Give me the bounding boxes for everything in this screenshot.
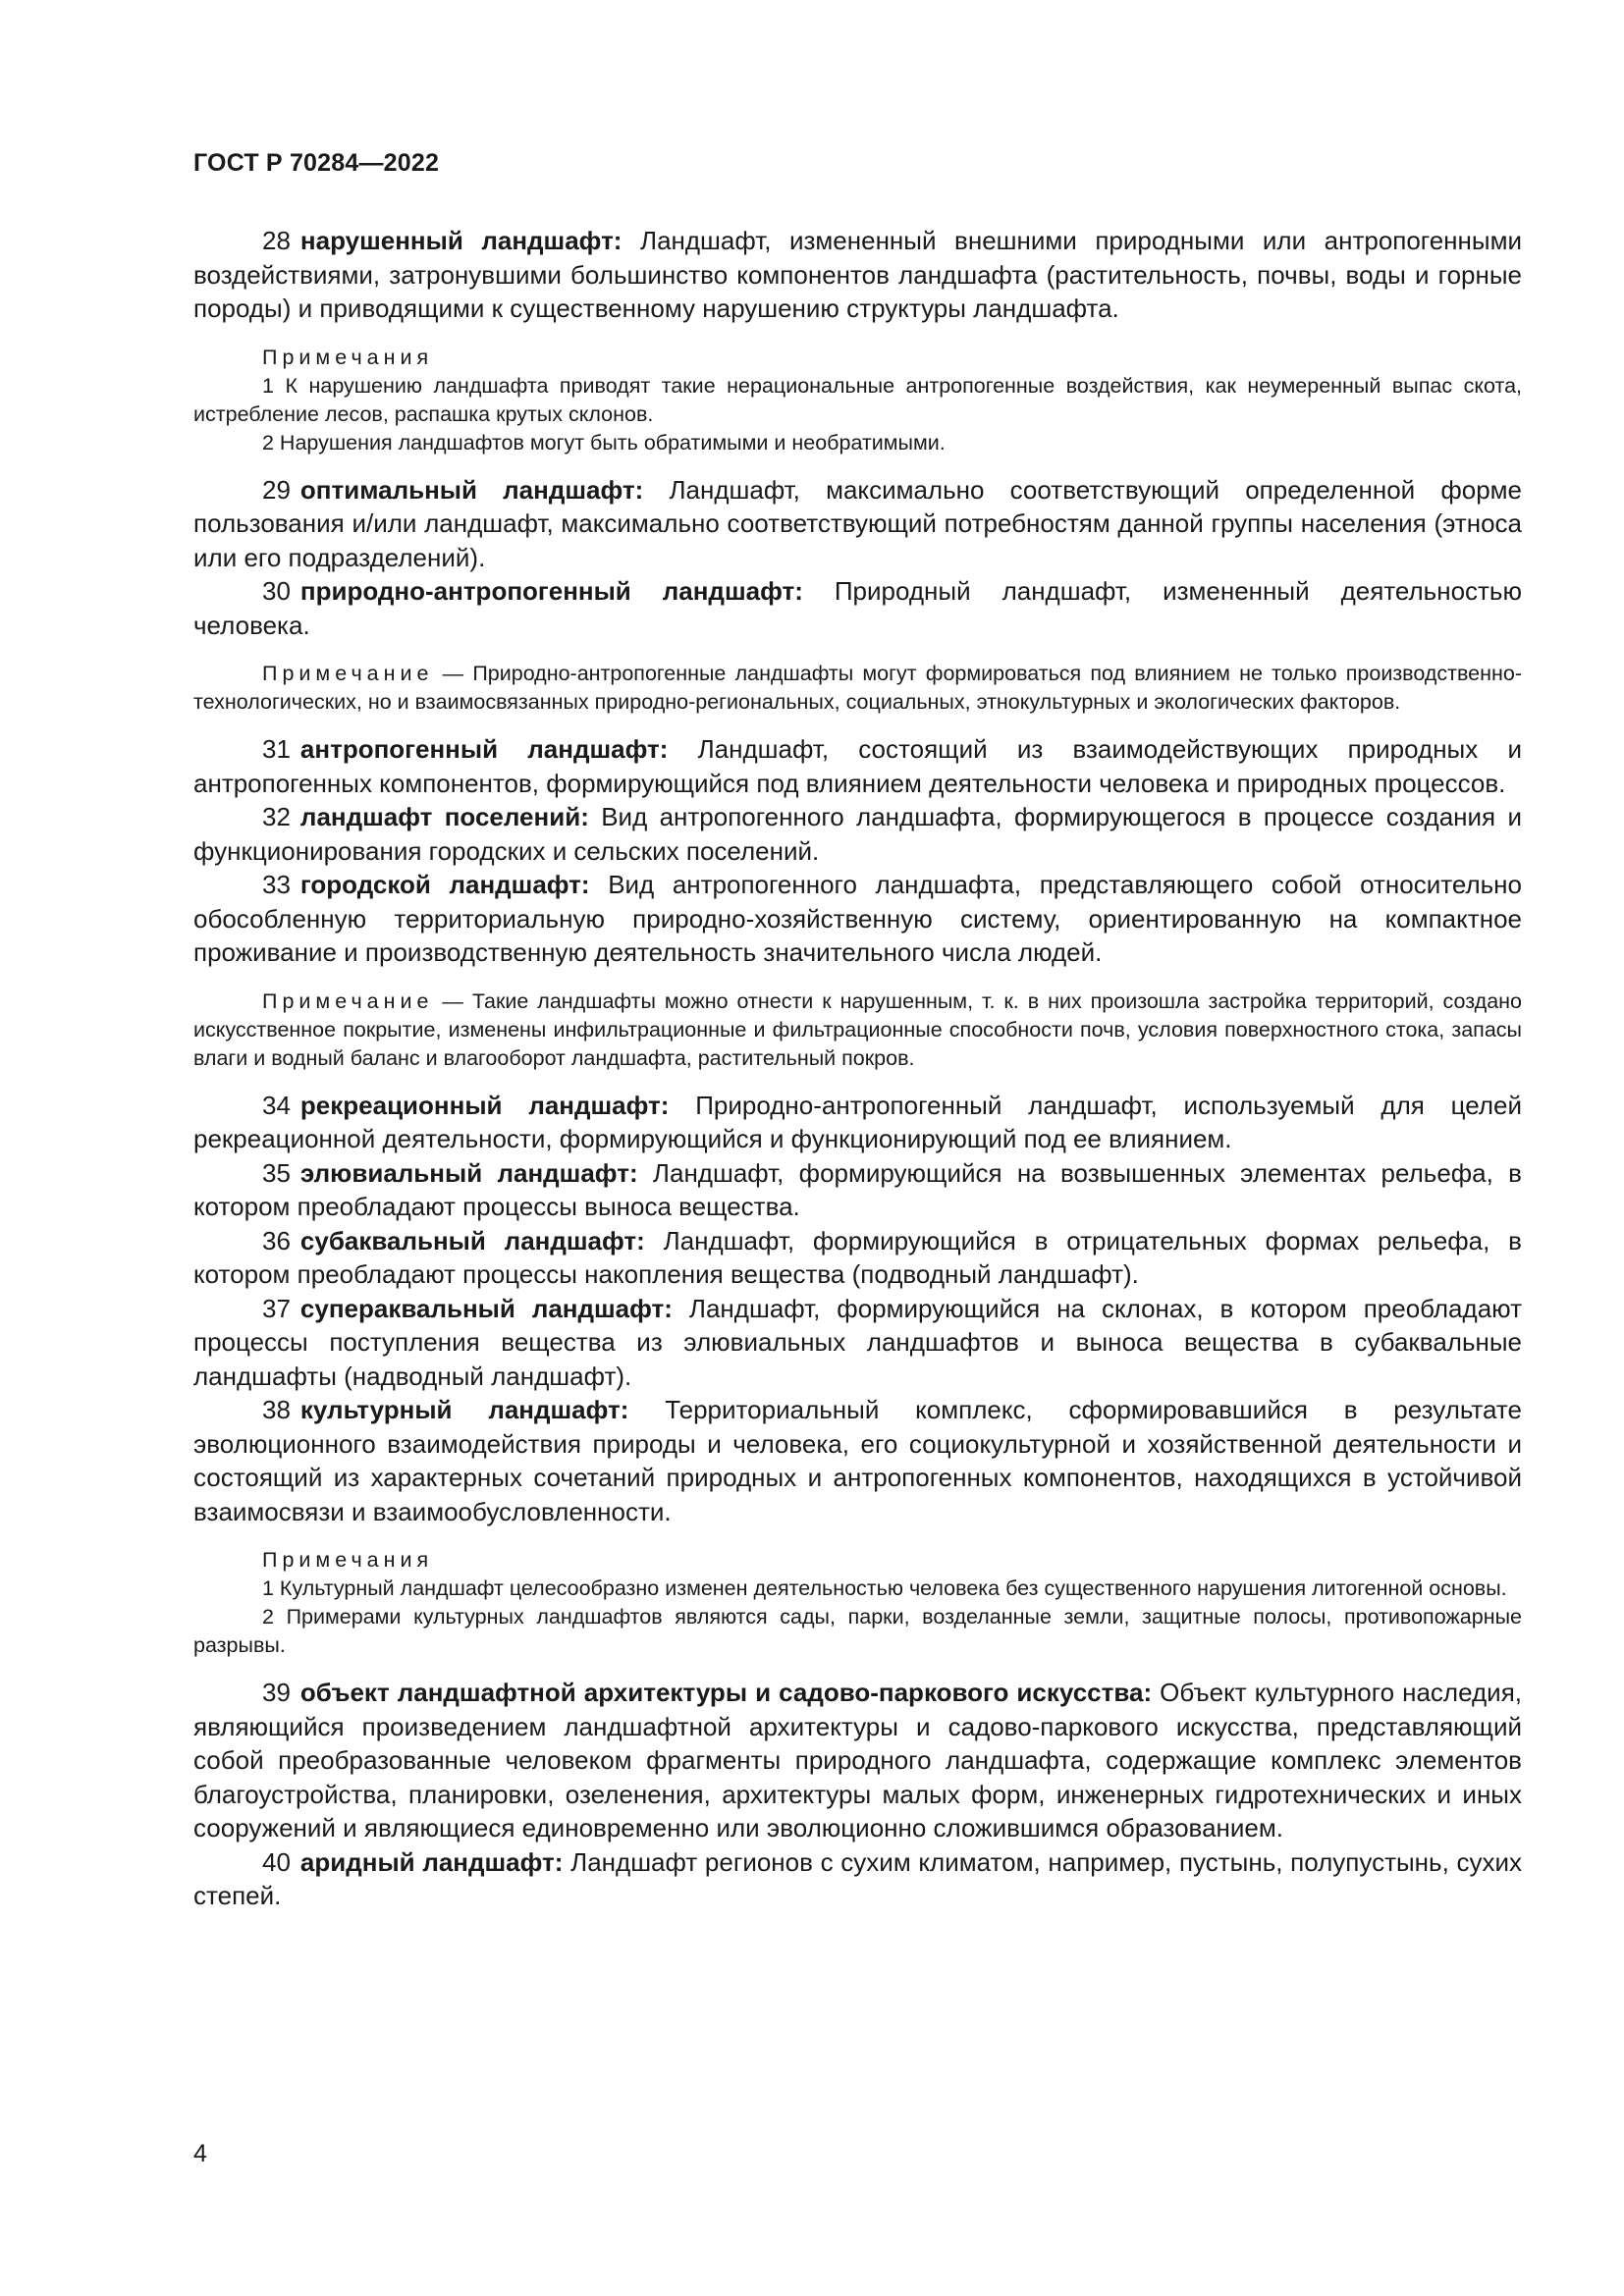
term-entry-38 [193, 1393, 1522, 1528]
term-entry-37 [193, 1292, 1522, 1394]
note-label: Примечание [262, 988, 434, 1013]
term-entry-40 [193, 1845, 1522, 1913]
term-definition: Ландшафт регионов с сухим климатом, например, пустынь, полупустынь, сухих степей. [193, 1846, 1523, 1910]
note-text: — Такие ландшафты можно отнести к нарушенным, т. к. в них произошла застройка территорий, создано искусственное покрытие, изменены инфильтрационные и фильтрационные способности почв, условия поверхностного стока, запасы влаги и водный баланс и влагооборот ландшафта, растительный покров. [193, 988, 1522, 1070]
term-entry-29 [193, 473, 1522, 575]
term-definition: Вид антропогенного ландшафта, формирующегося в процессе создания и функционирования городских и сельских поселений. [193, 802, 1522, 866]
note-item: 2 Нарушения ландшафтов могут быть обратимыми и необратимыми. [262, 430, 946, 454]
term-number: 37 [262, 1293, 291, 1323]
term-definition: Вид антропогенного ландшафта, представляющего собой относительно обособленную территориальную природно-хозяйственную систему, ориентированную на компактное проживание и производственную деятельность значительного числа людей. [193, 870, 1522, 967]
term-entry-32 [193, 800, 1522, 868]
term-entry-39 [193, 1676, 1522, 1845]
note-block [193, 660, 1522, 717]
term-definition: Природно-антропогенный ландшафт, используемый для целей рекреационной деятельности, формирующийся и функционирующий под ее влиянием. [193, 1090, 1522, 1153]
term-number: 33 [262, 870, 291, 899]
note-block [193, 988, 1522, 1073]
term-number: 31 [262, 734, 291, 764]
term-definition: Ландшафт, состоящий из взаимодействующих природных и антропогенных компонентов, формирующийся под влиянием деятельности человека и природных процессов. [193, 734, 1522, 798]
term-definition: Ландшафт, формирующийся на возвышенных элементах рельефа, в котором преобладают процессы выноса вещества. [193, 1157, 1522, 1221]
term-name: оптимальный ландшафт: [299, 474, 644, 505]
term-number: 30 [262, 576, 291, 606]
note-item: 1 К нарушению ландшафта приводят такие нерациональные антропогенные воздействия, как неумеренный выпас скота, истребление лесов, распашка крутых склонов. [193, 373, 1522, 426]
term-definition: Ландшафт, измененный внешними природными или антропогенными воздействиями, затронувшими большинство компонентов ландшафта (растительность, почвы, воды и горные породы) и приводящими к существенному нарушению структуры ландшафта. [193, 226, 1522, 323]
term-name: антропогенный ландшафт: [299, 734, 669, 764]
note-item: 2 Примерами культурных ландшафтов являются сады, парки, возделанные земли, защитные полосы, противопожарные разрывы. [193, 1605, 1522, 1657]
term-entry-28 [193, 224, 1522, 326]
document-header: ГОСТ Р 70284—2022 [193, 149, 440, 177]
note-item: 1 Культурный ландшафт целесообразно изменен деятельностью человека без существенного нарушения литогенной основы. [262, 1576, 1507, 1600]
term-number: 32 [262, 802, 291, 831]
term-name: природно-антропогенный ландшафт: [299, 576, 803, 606]
term-definition: Природный ландшафт, измененный деятельностью человека. [193, 576, 1522, 640]
term-definition: Ландшафт, формирующийся в отрицательных формах рельефа, в котором преобладают процессы накопления вещества (подводный ландшафт). [193, 1225, 1522, 1289]
notes-title: Примечания [262, 1548, 434, 1572]
term-definition: Ландшафт, максимально соответствующий определенной форме пользования и/или ландшафт, максимально соответствующий потребностям данной группы населения (этноса или его подразделений). [193, 474, 1522, 572]
term-number: 35 [262, 1157, 291, 1188]
term-name: супераквальный ландшафт: [299, 1293, 673, 1323]
term-entry-30 [193, 574, 1522, 642]
term-number: 34 [262, 1090, 291, 1120]
term-entry-34 [193, 1089, 1522, 1156]
term-name: культурный ландшафт: [299, 1395, 629, 1424]
document-body [193, 224, 1522, 1913]
term-entry-35 [193, 1156, 1522, 1224]
term-name: нарушенный ландшафт: [299, 226, 623, 255]
term-number: 28 [262, 226, 291, 255]
term-name: элювиальный ландшафт: [299, 1157, 638, 1188]
term-number: 29 [262, 474, 291, 505]
term-number: 40 [262, 1846, 291, 1877]
term-name: городской ландшафт: [299, 870, 590, 899]
term-number: 36 [262, 1225, 291, 1255]
term-number: 38 [262, 1395, 291, 1424]
note-text: — Природно-антропогенные ландшафты могут формироваться под влиянием не только производственно-технологических, но и взаимосвязанных природно-региональных, социальных, этнокультурных и экологических факторов. [193, 662, 1522, 714]
term-definition: Объект культурного наследия, являющийся произведением ландшафтной архитектуры и садово-паркового искусства, представляющий собой преобразованные человеком фрагменты природного ландшафта, содержащие комплекс элементов благоустройства, планировки, озеленения, архитектуры малых форм, инженерных гидротехнических и иных сооружений и являющиеся единовременно или эволюционно сложившимся образованием. [193, 1678, 1522, 1842]
notes-title: Примечания [262, 345, 434, 369]
term-number: 39 [262, 1678, 291, 1707]
term-definition: Ландшафт, формирующийся на склонах, в котором преобладают процессы поступления вещества из элювиальных ландшафтов и выноса вещества в субаквальные ландшафты (надводный ландшафт). [193, 1293, 1522, 1391]
term-name: субаквальный ландшафт: [299, 1225, 645, 1255]
term-name: ландшафт поселений: [299, 802, 589, 831]
note-label: Примечание [262, 662, 434, 685]
term-entry-36 [193, 1224, 1522, 1292]
term-definition: Территориальный комплекс, сформировавшийся в результате эволюционного взаимодействия природы и человека, его социокультурной и хозяйственной деятельности и состоящий из характерных сочетаний природных и антропогенных компонентов, находящихся в устойчивой взаимосвязи и взаимообусловленности. [193, 1395, 1522, 1526]
term-name: объект ландшафтной архитектуры и садово-паркового искусства: [299, 1678, 1153, 1707]
term-entry-31 [193, 732, 1522, 800]
term-name: рекреационный ландшафт: [299, 1090, 670, 1120]
term-entry-33 [193, 868, 1522, 970]
term-name: аридный ландшафт: [299, 1846, 564, 1877]
page-number: 4 [193, 2140, 207, 2167]
